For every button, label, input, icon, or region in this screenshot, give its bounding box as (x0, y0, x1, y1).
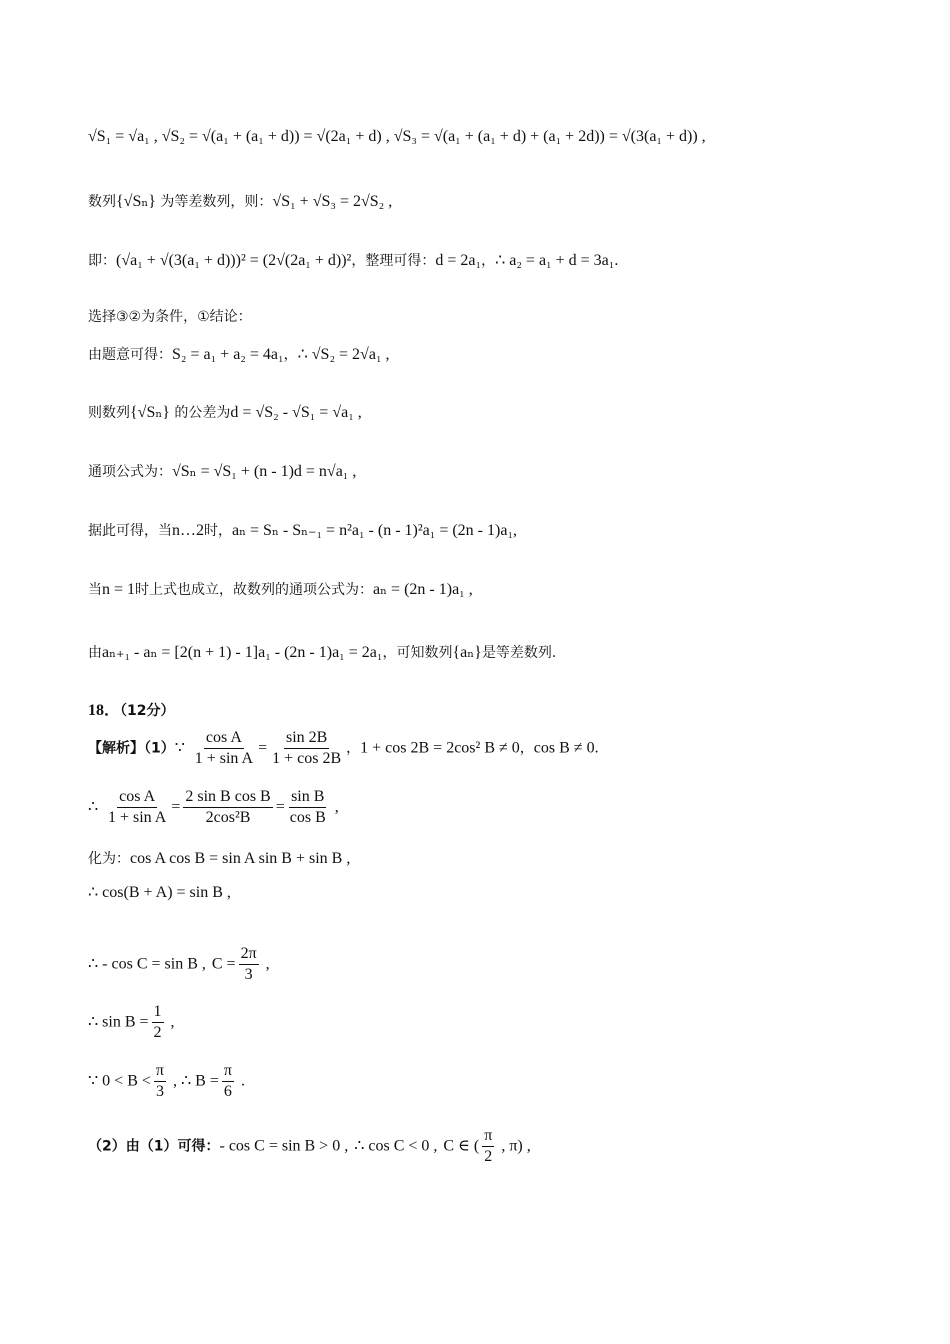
denominator: 1 + sin A (107, 809, 167, 826)
punctuation: , (522, 1137, 531, 1155)
fraction (288, 787, 328, 828)
question-18-header (88, 697, 175, 720)
text-prefix: 数列 (88, 194, 116, 210)
denominator: 1 + sin A (194, 750, 254, 767)
part-2-line (88, 1126, 531, 1167)
c-value-lhs: C = (211, 955, 236, 973)
b-range-lhs: ∵ 0 < B < (88, 1072, 151, 1090)
text-middle: 时， (204, 523, 232, 539)
a2-result: ∴ a₂ = a₁ + d = 3a₁ (495, 252, 615, 269)
separator: ， (283, 347, 298, 363)
cos-c-formula: ∴ - cos C = sin B (88, 955, 198, 973)
separator: , (340, 1137, 349, 1155)
an-formula: aₙ = (2n - 1)a₁ (373, 581, 465, 598)
question-score: （12分） (120, 703, 175, 719)
punctuation: , (381, 346, 390, 363)
text-prefix: 当 (88, 582, 102, 598)
separator: ， (481, 253, 496, 269)
denominator: 3 (244, 966, 253, 983)
analysis-line-6 (88, 1002, 175, 1043)
denominator: 6 (223, 1083, 232, 1100)
analysis-line-7 (88, 1061, 245, 1102)
question-number: 18． (88, 702, 121, 719)
arithmetic-condition-line (88, 191, 392, 211)
text-prefix: 则数列 (88, 405, 130, 421)
fraction (106, 787, 168, 828)
c-range-rest: , π) (497, 1137, 523, 1155)
separator: ， (346, 740, 361, 757)
fraction (222, 1061, 234, 1102)
denominator: 1 + cos 2B (272, 750, 342, 767)
n-condition: n…2 (172, 522, 204, 539)
punctuation: . (614, 252, 619, 269)
analysis-line-2 (88, 787, 339, 828)
fraction (193, 728, 255, 769)
b-result-lhs: , ∴ B = (168, 1072, 219, 1090)
text-prefix: 由 (88, 645, 102, 661)
cos-c-negative: ∴ cos C < 0 (354, 1137, 430, 1155)
denominator: 2 (153, 1024, 162, 1041)
double-angle-formula: 1 + cos 2B = 2cos² B ≠ 0 (360, 739, 520, 757)
sequence-symbol: {aₙ} (452, 644, 482, 661)
punctuation: , (261, 955, 270, 973)
punctuation: , (353, 404, 362, 421)
sqrt-sums-formula: √S₁ = √a₁ , √S₂ = √(a₁ + (a₁ + d)) = √(2a₁ + d) , √S₃ = √(a₁ + (a₁ + d) + (a₁ + 2d)) = √(3(a₁ + d)) (88, 128, 698, 145)
text-middle: ，可知数列 (382, 645, 453, 661)
equals: = (258, 739, 268, 757)
text-prefix: 通项公式为： (88, 464, 172, 480)
separator: ， (519, 740, 534, 757)
an-derivation-line (88, 520, 517, 540)
cos-sum-formula: ∴ cos(B + A) = sin B (88, 884, 223, 901)
c-range-lhs: C ∈ ( (443, 1137, 480, 1155)
denominator: 2cos²B (205, 809, 251, 826)
difference-formula: aₙ₊₁ - aₙ = [2(n + 1) - 1]a₁ - (2n - 1)a₁ = 2a₁ (102, 644, 383, 661)
separator: , (197, 955, 206, 973)
text-prefix: 即： (88, 253, 116, 269)
n-condition: n = 1 (102, 581, 136, 598)
text-middle: 时上式也成立，故数列的通项公式为： (135, 582, 374, 598)
numerator: π (482, 1126, 494, 1147)
numerator: π (222, 1061, 234, 1082)
denominator: cos B (289, 809, 326, 826)
fraction (239, 944, 259, 985)
numerator: cos A (204, 728, 244, 749)
numerator: sin B (289, 787, 326, 808)
simplify-line (88, 250, 618, 270)
fraction (154, 1061, 166, 1102)
squared-equation: (√a₁ + √(3(a₁ + d)))² = (2√(2a₁ + d))² (116, 252, 352, 269)
analysis-line-4 (88, 882, 231, 902)
s2-line (88, 344, 390, 364)
sequence-symbol: {√Sₙ} (116, 193, 156, 210)
general-term-line (88, 461, 356, 481)
punctuation: , (384, 193, 393, 210)
expanded-formula: cos A cos B = sin A sin B + sin B (130, 850, 343, 867)
punctuation: , (513, 522, 518, 539)
numerator: cos A (117, 787, 157, 808)
cos-c-positive: - cos C = sin B > 0 (219, 1137, 341, 1155)
cos-b-nonzero: cos B ≠ 0 (533, 739, 595, 757)
fraction (270, 728, 343, 769)
punctuation: , (342, 850, 351, 867)
an-formula: aₙ = Sₙ - Sₙ₋₁ = n²a₁ - (n - 1)²a₁ = (2n - 1)a₁ (232, 522, 514, 539)
sequence-symbol: {√Sₙ} (130, 404, 170, 421)
punctuation: , (464, 581, 473, 598)
general-term-formula: √Sₙ = √S₁ + (n - 1)d = n√a₁ (172, 463, 349, 480)
analysis-line-1 (88, 728, 599, 769)
choice-line (88, 306, 252, 326)
numerator: 1 (152, 1002, 164, 1023)
fraction (152, 1002, 164, 1043)
therefore-symbol: ∴ (88, 798, 99, 816)
denominator: 2 (484, 1148, 493, 1165)
d-result: d = 2a₁ (435, 252, 482, 269)
text-suffix: 是等差数列. (481, 645, 557, 661)
sqrt-sums-line (88, 127, 706, 146)
numerator: π (154, 1061, 166, 1082)
common-difference-line (88, 402, 362, 422)
text-prefix: 由题意可得： (88, 347, 172, 363)
denominator: 3 (155, 1083, 164, 1100)
part-label: （1） (144, 740, 175, 757)
fraction (183, 787, 272, 828)
text-middle: 为等差数列，则： (155, 194, 273, 210)
punctuation: , (348, 463, 357, 480)
sqrt-s2-formula: ∴ √S₂ = 2√a₁ (297, 346, 382, 363)
sin-b-lhs: ∴ sin B = (88, 1013, 149, 1031)
punctuation: , (222, 884, 231, 901)
fraction (482, 1126, 494, 1167)
numerator: 2π (239, 944, 259, 965)
separator: , (429, 1137, 438, 1155)
text-prefix: （2）由（1）可得： (88, 1138, 220, 1155)
text-prefix: 化为： (88, 851, 130, 867)
equals: = (275, 798, 285, 816)
punctuation: . (594, 739, 599, 757)
text-middle: ，整理可得： (351, 253, 436, 269)
punctuation: . (236, 1072, 245, 1090)
punctuation: , (166, 1013, 175, 1031)
analysis-line-3 (88, 848, 350, 868)
analysis-tag: 【解析】 (88, 740, 144, 757)
numerator: sin 2B (284, 728, 329, 749)
because-symbol: ∵ (174, 739, 185, 757)
numerator: 2 sin B cos B (183, 787, 272, 808)
condition-formula: √S₁ + √S₃ = 2√S₂ (272, 193, 385, 210)
analysis-line-5 (88, 944, 270, 985)
text-middle: 的公差为 (169, 405, 231, 421)
difference-formula: d = √S₂ - √S₁ = √a₁ (230, 404, 354, 421)
s2-formula: S₂ = a₁ + a₂ = 4a₁ (172, 346, 284, 363)
conclusion-line (88, 642, 556, 662)
punctuation: , (330, 798, 339, 816)
equals: = (171, 798, 181, 816)
punctuation: , (697, 128, 706, 145)
choice-text: 选择③②为条件，①结论： (88, 309, 252, 325)
text-prefix: 据此可得，当 (88, 523, 172, 539)
n1-check-line (88, 579, 473, 599)
